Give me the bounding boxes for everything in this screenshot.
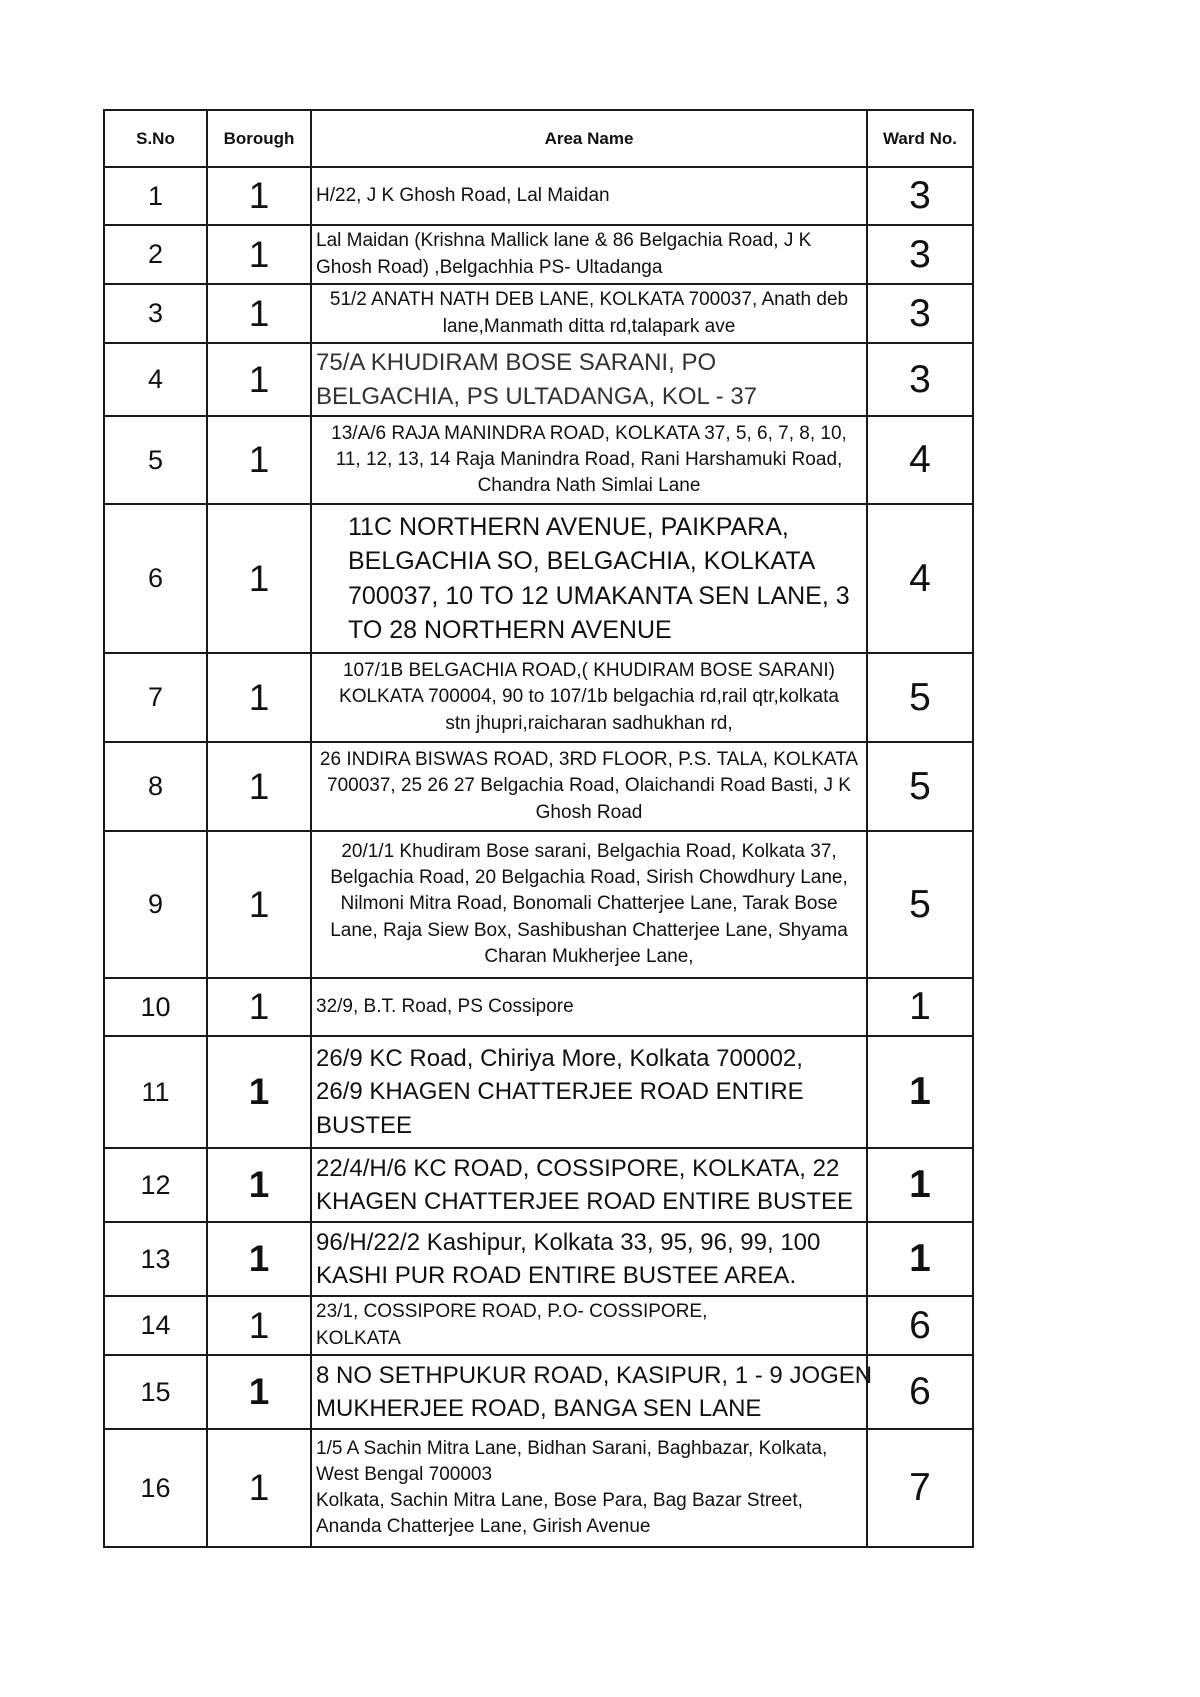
borough-cell: 1: [207, 653, 311, 742]
borough-cell: 1: [207, 831, 311, 978]
borough-cell: 1: [207, 504, 311, 653]
area-cell: [311, 167, 867, 225]
area-cell: [311, 225, 867, 284]
sno-cell: 16: [104, 1429, 207, 1547]
area-line: Lane, Raja Siew Box, Sashibushan Chatterjee Lane, Shyama: [330, 919, 848, 941]
area-cell: [311, 1429, 867, 1547]
borough-cell: 1: [207, 1036, 311, 1148]
area-line: H/22, J K Ghosh Road, Lal Maidan: [316, 184, 610, 206]
ward-cell: 6: [867, 1296, 973, 1355]
ward-cell: 6: [867, 1355, 973, 1429]
sno-cell: 14: [104, 1296, 207, 1355]
area-line: 8 NO SETHPUKUR ROAD, KASIPUR, 1 - 9 JOGEN: [316, 1361, 873, 1389]
area-cell: [311, 504, 867, 653]
area-line: 26/9 KHAGEN CHATTERJEE ROAD ENTIRE: [316, 1078, 804, 1106]
table-row: [104, 343, 973, 416]
sno-cell: 3: [104, 284, 207, 343]
area-cell: [311, 742, 867, 831]
borough-cell: 1: [207, 1222, 311, 1296]
ward-cell: 3: [867, 225, 973, 284]
area-cell: [311, 978, 867, 1036]
ward-cell: 1: [867, 1148, 973, 1222]
table-row: [104, 1036, 973, 1148]
sno-cell: 1: [104, 167, 207, 225]
table-row: [104, 225, 973, 284]
sno-cell: 13: [104, 1222, 207, 1296]
table-row: [104, 1296, 973, 1355]
ward-cell: 3: [867, 167, 973, 225]
ward-cell: 1: [867, 1036, 973, 1148]
ward-cell: 5: [867, 742, 973, 831]
borough-cell: 1: [207, 1296, 311, 1355]
borough-cell: 1: [207, 742, 311, 831]
area-line: KOLKATA: [316, 1327, 401, 1349]
ward-cell: 7: [867, 1429, 973, 1547]
ward-table: [103, 109, 974, 1548]
area-line: 23/1, COSSIPORE ROAD, P.O- COSSIPORE,: [316, 1301, 708, 1323]
area-cell: [311, 1222, 867, 1296]
header-sno: S.No: [104, 110, 207, 167]
area-line: Chandra Nath Simlai Lane: [477, 475, 701, 497]
table-row: [104, 831, 973, 978]
table-row: [104, 1355, 973, 1429]
table-row: [104, 1148, 973, 1222]
area-line: 75/A KHUDIRAM BOSE SARANI, PO: [316, 349, 717, 377]
area-line: Nilmoni Mitra Road, Bonomali Chatterjee Lane, Tarak Bose: [340, 893, 838, 915]
area-line: 22/4/H/6 KC ROAD, COSSIPORE, KOLKATA, 22: [316, 1154, 840, 1182]
table-row: [104, 167, 973, 225]
table-row: [104, 742, 973, 831]
area-line: Kolkata, Sachin Mitra Lane, Bose Para, Bag Bazar Street,: [316, 1490, 803, 1511]
header-borough: Borough: [207, 110, 311, 167]
area-line: 51/2 ANATH NATH DEB LANE, KOLKATA 700037, Anath deb: [329, 289, 849, 311]
area-line: KOLKATA 700004, 90 to 107/1b belgachia rd,rail qtr,kolkata: [339, 686, 839, 708]
borough-cell: 1: [207, 284, 311, 343]
sno-cell: 8: [104, 742, 207, 831]
sno-cell: 4: [104, 343, 207, 416]
table-row: [104, 978, 973, 1036]
area-line: Lal Maidan (Krishna Mallick lane & 86 Belgachia Road, J K: [316, 230, 812, 252]
area-line: lane,Manmath ditta rd,talapark ave: [442, 315, 736, 337]
ward-cell: 5: [867, 653, 973, 742]
table-row: [104, 504, 973, 653]
area-line: 32/9, B.T. Road, PS Cossipore: [316, 995, 574, 1017]
ward-cell: 1: [867, 978, 973, 1036]
area-line: Ghosh Road) ,Belgachhia PS- Ultadanga: [316, 256, 663, 278]
area-line: KHAGEN CHATTERJEE ROAD ENTIRE BUSTEE: [316, 1188, 853, 1215]
area-cell: [311, 1296, 867, 1355]
borough-cell: 1: [207, 167, 311, 225]
sno-cell: 15: [104, 1355, 207, 1429]
ward-cell: 4: [867, 416, 973, 504]
area-line: 96/H/22/2 Kashipur, Kolkata 33, 95, 96, 99, 100: [316, 1228, 821, 1256]
ward-cell: 1: [867, 1222, 973, 1296]
area-line: 700037, 10 TO 12 UMAKANTA SEN LANE, 3: [348, 581, 850, 610]
area-line: 20/1/1 Khudiram Bose sarani, Belgachia Road, Kolkata 37,: [341, 840, 837, 862]
ward-cell: 4: [867, 504, 973, 653]
sno-cell: 9: [104, 831, 207, 978]
header-ward-no: Ward No.: [867, 110, 973, 167]
area-line: 11, 12, 13, 14 Raja Manindra Road, Rani Harshamuki Road,: [335, 448, 843, 470]
area-line: Ananda Chatterjee Lane, Girish Avenue: [316, 1516, 651, 1538]
area-line: Ghosh Road: [535, 801, 643, 823]
sno-cell: 11: [104, 1036, 207, 1148]
area-cell: [311, 653, 867, 742]
borough-cell: 1: [207, 1355, 311, 1429]
area-line: 107/1B BELGACHIA ROAD,( KHUDIRAM BOSE SARANI): [342, 660, 836, 682]
area-line: 11C NORTHERN AVENUE, PAIKPARA,: [348, 512, 789, 541]
area-line: KASHI PUR ROAD ENTIRE BUSTEE AREA.: [316, 1262, 797, 1289]
borough-cell: 1: [207, 416, 311, 504]
sno-cell: 6: [104, 504, 207, 653]
sno-cell: 2: [104, 225, 207, 284]
ward-cell: 3: [867, 284, 973, 343]
borough-cell: 1: [207, 1148, 311, 1222]
area-cell: [311, 1148, 867, 1222]
area-cell: [311, 1036, 867, 1148]
area-cell: [311, 831, 867, 978]
area-line: stn jhupri,raicharan sadhukhan rd,: [445, 712, 733, 734]
sno-cell: 12: [104, 1148, 207, 1222]
sno-cell: 5: [104, 416, 207, 504]
area-cell: [311, 284, 867, 343]
borough-cell: 1: [207, 978, 311, 1036]
header-area-name: Area Name: [311, 110, 867, 167]
area-line: Charan Mukherjee Lane,: [484, 945, 694, 967]
table-row: [104, 653, 973, 742]
area-line: West Bengal 700003: [316, 1463, 493, 1485]
table-row: [104, 1429, 973, 1547]
ward-cell: 3: [867, 343, 973, 416]
area-cell: [311, 416, 867, 504]
area-line: 13/A/6 RAJA MANINDRA ROAD, KOLKATA 37, 5, 6, 7, 8, 10,: [331, 422, 847, 444]
area-line: 26/9 KC Road, Chiriya More, Kolkata 700002,: [316, 1045, 803, 1073]
table-row: [104, 1222, 973, 1296]
area-line: BELGACHIA, PS ULTADANGA, KOL - 37: [316, 382, 758, 410]
area-line: TO 28 NORTHERN AVENUE: [348, 616, 672, 644]
sno-cell: 7: [104, 653, 207, 742]
area-line: BELGACHIA SO, BELGACHIA, KOLKATA: [348, 547, 816, 575]
area-line: MUKHERJEE ROAD, BANGA SEN LANE: [316, 1395, 762, 1422]
area-line: 700037, 25 26 27 Belgachia Road, Olaichandi Road Basti, J K: [327, 775, 851, 797]
borough-cell: 1: [207, 343, 311, 416]
area-line: BUSTEE: [316, 1111, 413, 1139]
area-line: Belgachia Road, 20 Belgachia Road, Sirish Chowdhury Lane,: [330, 867, 848, 889]
ward-cell: 5: [867, 831, 973, 978]
table-row: [104, 416, 973, 504]
area-line: 1/5 A Sachin Mitra Lane, Bidhan Sarani, Baghbazar, Kolkata,: [316, 1437, 828, 1459]
area-line: 26 INDIRA BISWAS ROAD, 3RD FLOOR, P.S. TALA, KOLKATA: [319, 749, 859, 771]
sno-cell: 10: [104, 978, 207, 1036]
borough-cell: 1: [207, 225, 311, 284]
area-cell: [311, 1355, 873, 1429]
table-header-row: [104, 110, 973, 167]
area-cell: [311, 343, 867, 416]
table-row: [104, 284, 973, 343]
borough-cell: 1: [207, 1429, 311, 1547]
